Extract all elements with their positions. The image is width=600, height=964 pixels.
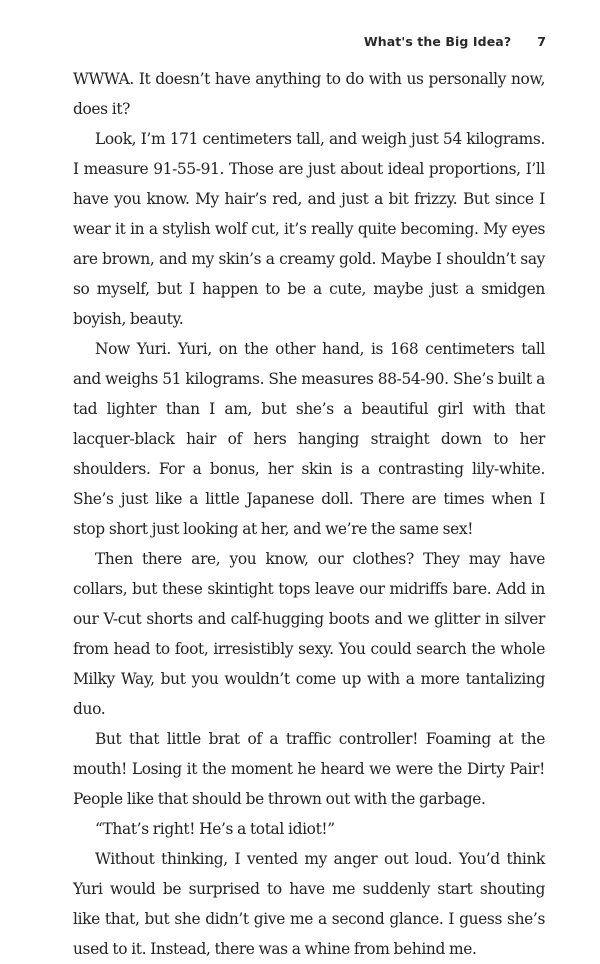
paragraph-continued: WWWA. It doesn’t have anything to do with us personally now, does it?	[73, 70, 545, 118]
paragraph-yuri-description: Now Yuri. Yuri, on the other hand, is 168 centimeters tall and weighs 51 kilograms. She measures 88-54-90. She’s built a tad lighter than I am, but she’s a beautiful girl with that lacquer-black hair of hers hanging straight down to her shoulders. For a bonus, her skin is a contrasting lily-white. She’s just like a little Japanese doll. There are times when I stop short just looking at her, and we’re the same sex!	[73, 340, 545, 538]
running-title: What's the Big Idea?	[363, 34, 512, 49]
body-text	[73, 64, 545, 964]
running-header	[364, 34, 546, 49]
paragraph-kei-description: Look, I’m 171 centimeters tall, and weigh just 54 kilograms. I measure 91-55-91. Those are just about ideal proportions, I’ll have you know. My hair’s red, and just a bit frizzy. But since I wear it in a stylish wolf cut, it’s really quite becoming. My eyes are brown, and my skin’s a creamy gold. Maybe I shouldn’t say so myself, but I happen to be a cute, maybe just a smidgen boyish, beauty.	[73, 130, 545, 328]
paragraph-clothes: Then there are, you know, our clothes? They may have collars, but these skintight tops leave our midriffs bare. Add in our V-cut shorts and calf-hugging boots and we glitter in silver from head to foot, irresistibly sexy. You could search the whole Milky Way, but you wouldn’t come up with a more tantalizing duo.	[73, 550, 545, 718]
paragraph-traffic-controller: But that little brat of a traffic controller! Foaming at the mouth! Losing it the moment he heard we were the Dirty Pair! People like that should be thrown out with the garbage.	[73, 730, 545, 808]
page-number: 7	[537, 34, 546, 49]
paragraph-whine: Without thinking, I vented my anger out loud. You’d think Yuri would be surprised to have me suddenly start shouting like that, but she didn’t give me a second glance. I guess she’s used to it. Instead, there was a whine from behind me.	[73, 850, 545, 958]
paragraph-dialogue: “That’s right! He’s a total idiot!”	[95, 820, 335, 838]
